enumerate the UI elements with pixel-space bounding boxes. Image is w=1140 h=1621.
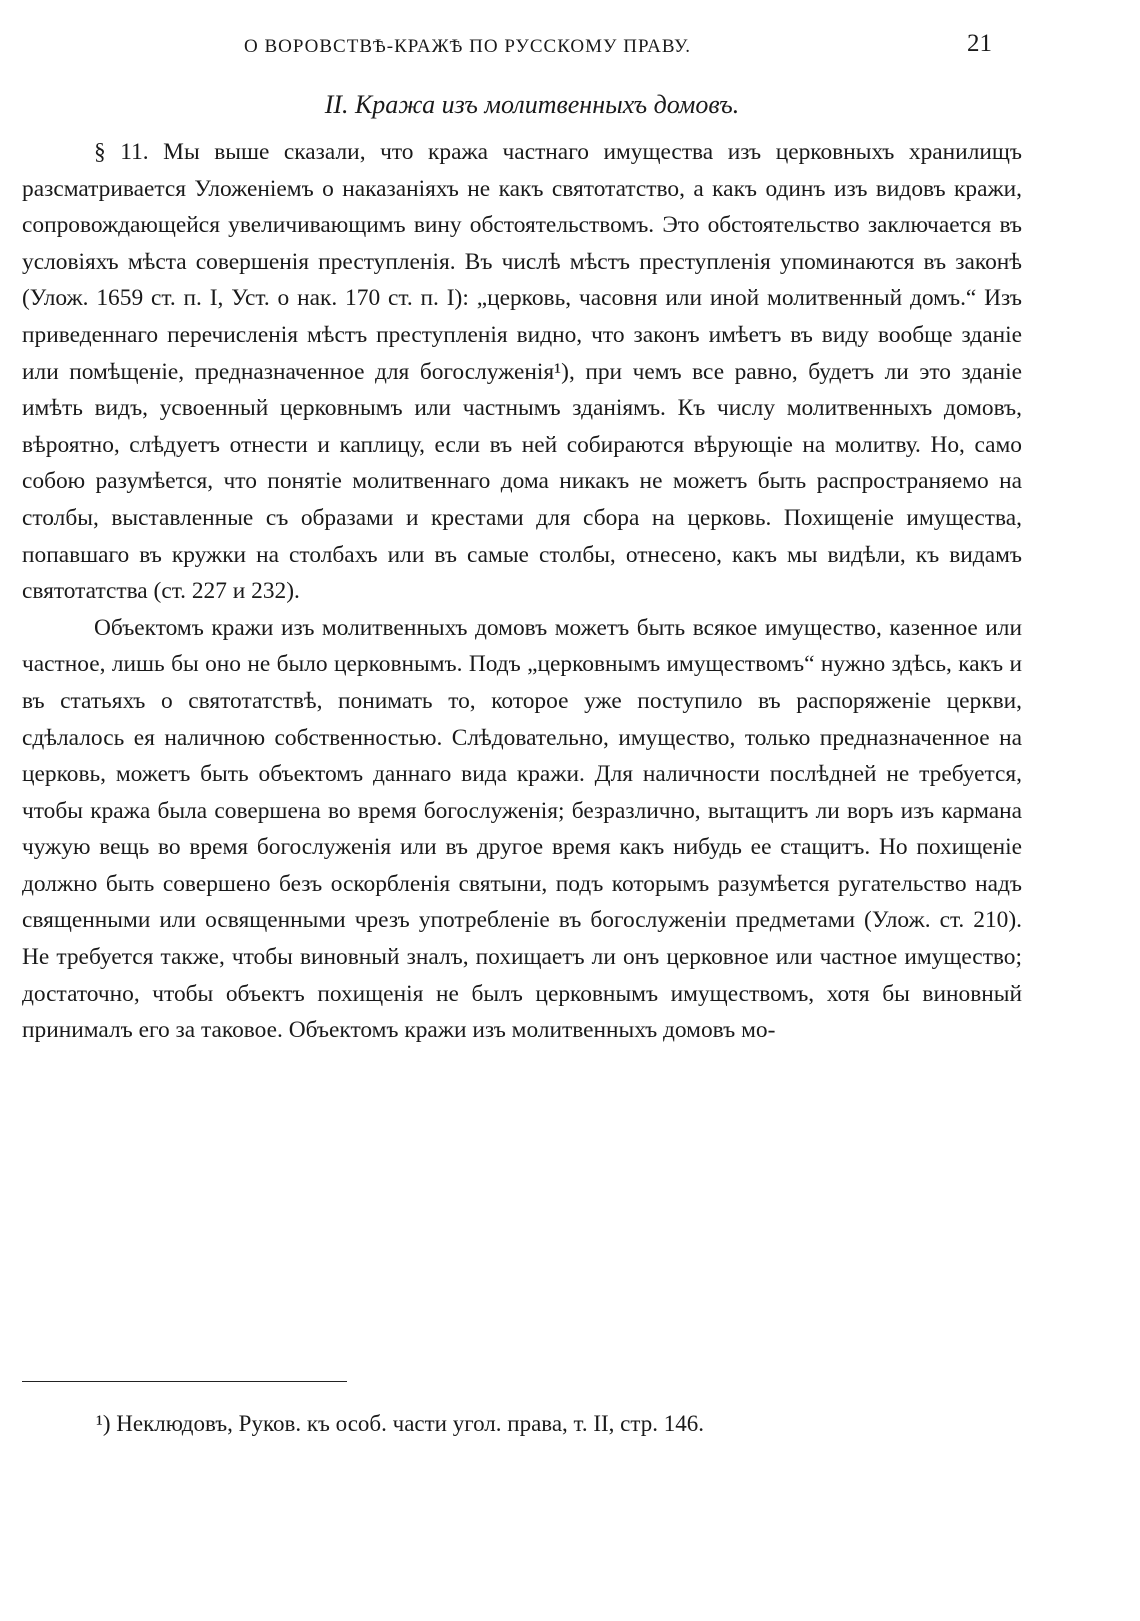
section-title: II. Кража изъ молитвенныхъ домовъ. [324,90,740,119]
footnote-divider [22,1381,347,1382]
paragraph-1: § 11. Мы выше сказали, что кража частнаго имущества изъ церковныхъ хранилищъ разсматривается Уложеніемъ о наказаніяхъ не какъ святотатство, а какъ одинъ изъ видовъ кражи, сопровождающейся увеличивающимъ вину обстоятельствомъ. Это обстоятельство заключается въ условіяхъ мѣста совершенія преступленія. Въ числѣ мѣстъ преступленія упоминаются въ законѣ (Улож. 1659 ст. п. I, Уст. о нак. 170 ст. п. I): „церковь, часовня или иной молитвенный домъ.“ Изъ приведеннаго перечисленія мѣстъ преступленія видно, что законъ имѣетъ въ виду вообще зданіе или помѣщеніе, предназначенное для богослуженія¹), при чемъ все равно, будетъ ли это зданіе имѣть видъ, усвоенный церковнымъ или частнымъ зданіямъ. Къ числу молитвенныхъ домовъ, вѣроятно, слѣдуетъ отнести и каплицу, если въ ней собираются вѣрующіе на молитву. Но, само собою разумѣется, что понятіе молитвеннаго дома никакъ не можетъ быть распространяемо на столбы, выставленные съ образами и крестами для сбора на церковь. Похищеніе имущества, попавшаго въ кружки на столбахъ или въ самые столбы, отнесено, какъ мы видѣли, къ видамъ святотатства (ст. 227 и 232). [22,139,1022,605]
paragraph-2: Объектомъ кражи изъ молитвенныхъ домовъ можетъ быть всякое имущество, казенное или частное, лишь бы оно не было церковнымъ. Подъ „церковнымъ имуществомъ“ нужно здѣсь, какъ и въ статьяхъ о святотатствѣ, понимать то, которое уже поступило въ распоряженіе церкви, сдѣлалось ея наличною собственностью. Слѣдовательно, имущество, только предназначенное на церковь, можетъ быть объектомъ даннаго вида кражи. Для наличности послѣдней не требуется, чтобы кража была совершена во время богослуженія; безразлично, вытащитъ ли воръ изъ кармана чужую вещь во время богослуженія или въ другое время какъ нибудь ее стащитъ. Но похищеніе должно быть совершено безъ оскорбленія святыни, подъ которымъ разумѣется ругательство надъ священными или освященными чрезъ употребленіе въ богослуженіи предметами (Улож. ст. 210). Не требуется также, чтобы виновный зналъ, похищаетъ ли онъ церковное или частное имущество; достаточно, чтобы объектъ похищенія не былъ церковнымъ имуществомъ, хотя бы виновный принималъ его за таковое. Объектомъ кражи изъ молитвенныхъ домовъ мо- [22,614,1022,1044]
footnote: ¹) Неклюдовъ, Руков. къ особ. части угол. права, т. II, стр. 146. [96,1411,704,1436]
running-title: О ВОРОВСТВѢ-КРАЖѢ ПО РУССКОМУ ПРАВУ. [244,36,692,57]
page-number: 21 [967,30,992,57]
book-page [22,26,1022,1436]
running-head [22,26,1022,66]
body-text [22,134,1022,1049]
